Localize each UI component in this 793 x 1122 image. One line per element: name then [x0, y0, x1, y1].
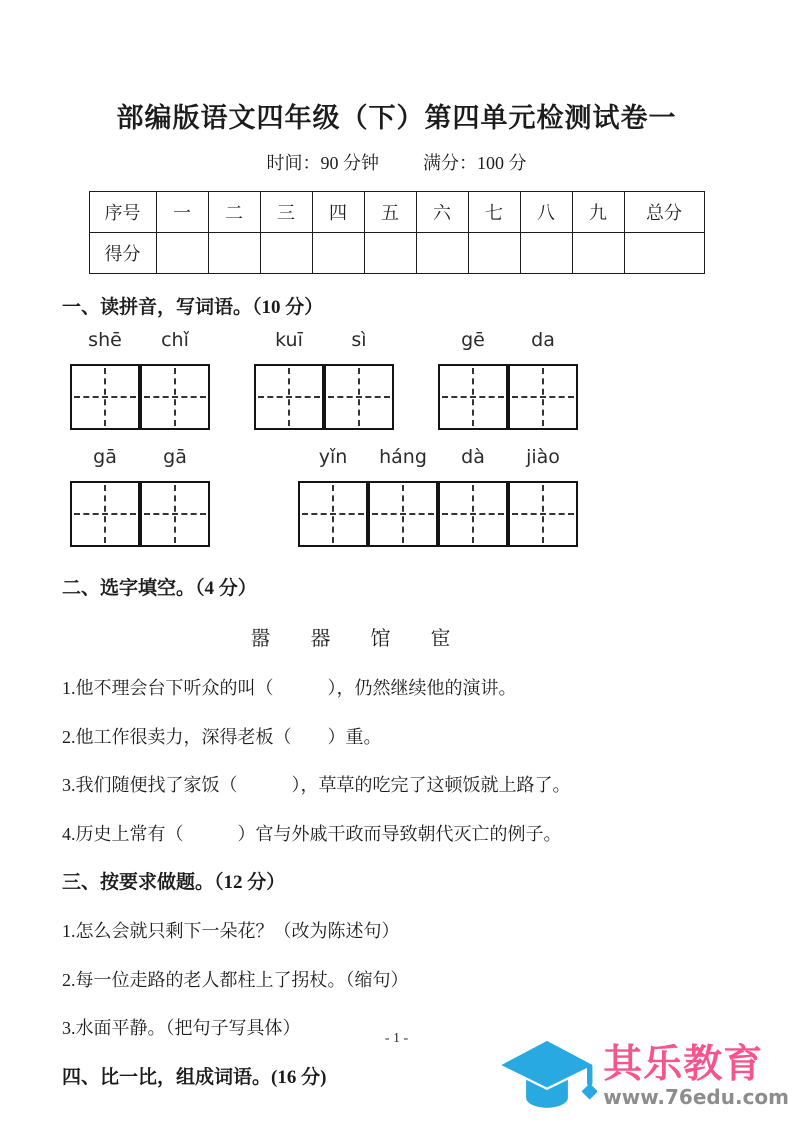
pinyin-label: chǐ [161, 329, 189, 351]
pinyin-grid-group [254, 329, 394, 430]
section-3-items [62, 920, 731, 1040]
graduation-cap-icon [497, 1036, 597, 1116]
full-score-label: 满分：100 分 [423, 153, 527, 173]
score-cell [520, 233, 572, 274]
score-cell [312, 233, 364, 274]
section-2-heading: 二、选字填空。（4 分） [62, 578, 257, 599]
rewrite-item: 3.水面平静。（把句子写具体） [62, 1018, 301, 1038]
character-choices [16, 622, 685, 651]
rewrite-item: 1.怎么会就只剩下一朵花？（改为陈述句） [62, 921, 400, 941]
table-header-cell: 总分 [624, 192, 704, 233]
section-1-heading: 一、读拼音，写词语。（10 分） [62, 297, 324, 318]
pinyin-grid-row-1 [62, 329, 731, 430]
score-cell [468, 233, 520, 274]
pinyin-label: shē [88, 329, 122, 351]
writing-grid-box [140, 481, 210, 547]
table-header-cell: 九 [572, 192, 624, 233]
section-4-heading: 四、比一比，组成词语。(16 分) [62, 1066, 327, 1088]
writing-grid-box [368, 481, 438, 547]
page-title: 部编版语文四年级（下）第四单元检测试卷一 [116, 103, 677, 133]
score-cell [260, 233, 312, 274]
table-header-cell: 四 [312, 192, 364, 233]
writing-grid-box [508, 481, 578, 547]
score-row-label: 得分 [89, 233, 156, 274]
time-label: 时间：90 分钟 [266, 153, 379, 173]
fill-blank-item: 4.历史上常有（ ）官与外戚干政而导致朝代灭亡的例子。 [62, 823, 562, 844]
writing-grid-box [140, 364, 210, 430]
table-header-cell: 三 [260, 192, 312, 233]
page-number: - 1 - [384, 1031, 409, 1046]
score-cell [572, 233, 624, 274]
score-table [89, 191, 705, 274]
pinyin-grid-row-2 [62, 446, 731, 547]
section-2-items [62, 677, 731, 845]
section-3-heading: 三、按要求做题。（12 分） [62, 872, 286, 893]
site-logo [497, 1036, 789, 1116]
pinyin-label: yǐn [318, 446, 348, 468]
table-header-cell: 八 [520, 192, 572, 233]
choice-character: 馆 [370, 628, 391, 650]
pinyin-label: gā [93, 446, 117, 468]
pinyin-label: háng [379, 446, 427, 468]
writing-grid-box [70, 364, 140, 430]
score-cell [208, 233, 260, 274]
pinyin-grid-group [298, 446, 578, 547]
table-header-cell: 七 [468, 192, 520, 233]
pinyin-label: dà [461, 446, 485, 468]
score-cell [156, 233, 208, 274]
writing-grid-box [298, 481, 368, 547]
choice-character: 宦 [430, 628, 451, 650]
table-header-cell: 序号 [89, 192, 156, 233]
exam-meta [62, 149, 731, 175]
pinyin-grid-group [438, 329, 578, 430]
logo-name: 其乐教育 [603, 1042, 764, 1088]
writing-grid-box [438, 481, 508, 547]
score-row [89, 233, 704, 274]
pinyin-label: kuī [275, 329, 303, 351]
table-header-cell: 二 [208, 192, 260, 233]
score-cell [364, 233, 416, 274]
table-header-cell: 六 [416, 192, 468, 233]
score-cell [416, 233, 468, 274]
pinyin-grid-group [70, 446, 210, 547]
pinyin-label: gē [461, 329, 485, 351]
pinyin-label: sì [351, 329, 367, 351]
fill-blank-item: 1.他不理会台下听众的叫（ ），仍然继续他的演讲。 [62, 678, 517, 698]
writing-grid-box [254, 364, 324, 430]
fill-blank-item: 3.我们随便找了家饭（ ），草草的吃完了这顿饭就上路了。 [62, 775, 571, 795]
score-cell [624, 233, 704, 274]
pinyin-label: gā [163, 446, 187, 468]
writing-grid-box [70, 481, 140, 547]
choice-character: 器 [310, 628, 331, 650]
pinyin-grid-group [70, 329, 210, 430]
logo-url: www.76edu.com [603, 1084, 789, 1109]
table-header-cell: 五 [364, 192, 416, 233]
table-header-cell: 一 [156, 192, 208, 233]
pinyin-label: da [531, 329, 555, 351]
choice-character: 嚣 [250, 628, 271, 650]
writing-grid-box [508, 364, 578, 430]
pinyin-label: jiào [526, 446, 560, 468]
score-table-header-row [89, 192, 704, 233]
fill-blank-item: 2.他工作很卖力，深得老板（ ）重。 [62, 726, 382, 747]
writing-grid-box [324, 364, 394, 430]
rewrite-item: 2.每一位走路的老人都柱上了拐杖。（缩句） [62, 969, 409, 990]
writing-grid-box [438, 364, 508, 430]
